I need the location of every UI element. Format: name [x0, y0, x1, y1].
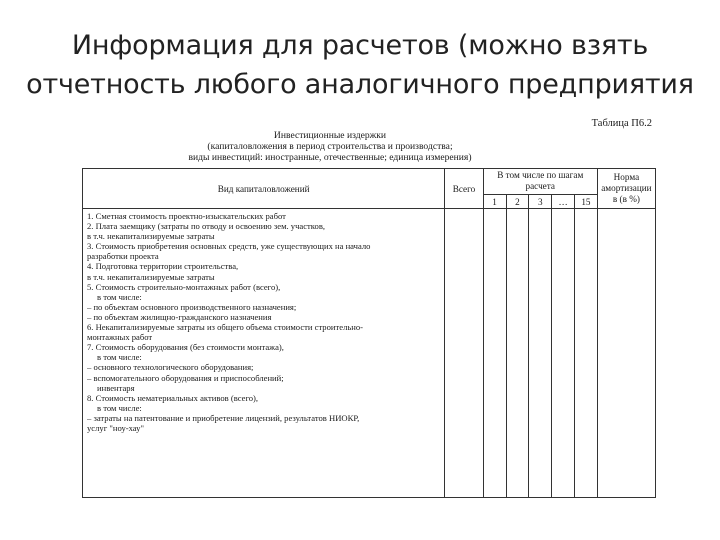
- table-row: в том числе:: [97, 352, 142, 363]
- table-row: – основного технологического оборудования;: [87, 362, 254, 373]
- header-norm-line-2: амортизации: [601, 183, 652, 193]
- step-cell: [574, 209, 597, 498]
- step-number: 1: [483, 195, 506, 209]
- row-labels-cell: [83, 209, 445, 498]
- table-row: 7. Стоимость оборудования (без стоимости монтажа),: [87, 342, 284, 353]
- table-row: разработки проекта: [87, 251, 159, 262]
- total-cell: [445, 209, 483, 498]
- table-row: 2. Плата заемщику (затраты по отводу и освоению зем. участков,: [87, 221, 326, 232]
- header-by-period: [483, 169, 597, 195]
- step-cell: [483, 209, 506, 498]
- table-row: 5. Стоимость строительно-монтажных работ (всего),: [87, 281, 281, 292]
- table-row: 6. Некапитализируемые затраты из общего объема стоимости строительно-: [87, 322, 364, 333]
- slide-title-line-2: отчетность любого аналогичного предприятия: [26, 69, 694, 100]
- header-norm-line-1: Норма: [613, 172, 640, 182]
- scanned-document: [80, 114, 658, 504]
- table-row: в т.ч. некапитализируемые затраты: [87, 271, 215, 282]
- table-row: – по объектам жилищно-гражданского назначения: [87, 311, 272, 322]
- step-number: …: [552, 195, 575, 209]
- header-norm-line-3: в (в %): [612, 194, 640, 204]
- table-row: инвентаря: [97, 382, 135, 393]
- table-row: 8. Стоимость нематериальных активов (всего),: [87, 392, 259, 403]
- table-row: 4. Подготовка территории строительства,: [87, 261, 239, 272]
- depreciation-cell: [597, 209, 655, 498]
- table-row: в т.ч. некапитализируемые затраты: [87, 231, 215, 242]
- caption-subtitle-1: (капиталовложения в период строительства и производства;: [207, 141, 453, 152]
- table-row: в том числе:: [97, 291, 142, 302]
- caption-subtitle-2: виды инвестиций: иностранные, отечественные; единица измерения): [188, 152, 472, 163]
- table-row: – затраты на патентование и приобретение лицензий, результатов НИОКР,: [87, 412, 360, 423]
- caption-title: Инвестиционные издержки: [273, 130, 387, 141]
- slide-title: [0, 26, 720, 104]
- step-cell: [529, 209, 552, 498]
- header-total: Всего: [445, 169, 483, 209]
- step-number: 3: [529, 195, 552, 209]
- table-caption: [80, 130, 580, 163]
- table-row: монтажных работ: [87, 332, 153, 343]
- investment-table: [82, 168, 656, 498]
- table-number: Таблица П6.2: [591, 118, 652, 129]
- step-number: 15: [574, 195, 597, 209]
- step-cell: [506, 209, 529, 498]
- table-row: 1. Сметная стоимость проектно-изыскательских работ: [87, 211, 286, 221]
- table-row: услуг "ноу-хау": [87, 422, 144, 433]
- step-number: 2: [506, 195, 529, 209]
- header-by-period-line-2: расчета: [525, 181, 555, 191]
- header-depreciation-norm: [597, 169, 655, 209]
- table-row: – вспомогательного оборудования и приспособлений;: [87, 372, 284, 383]
- table-row: 3. Стоимость приобретения основных средств, уже существующих на начало: [87, 241, 371, 252]
- table-row: – по объектам основного производственного назначения;: [87, 301, 297, 312]
- step-cell: [552, 209, 575, 498]
- slide-title-line-1: Информация для расчетов (можно взять: [71, 30, 649, 61]
- header-kind: Вид капиталовложений: [83, 169, 445, 209]
- header-by-period-line-1: В том числе по шагам: [497, 170, 584, 180]
- table-row: в том числе:: [97, 402, 142, 413]
